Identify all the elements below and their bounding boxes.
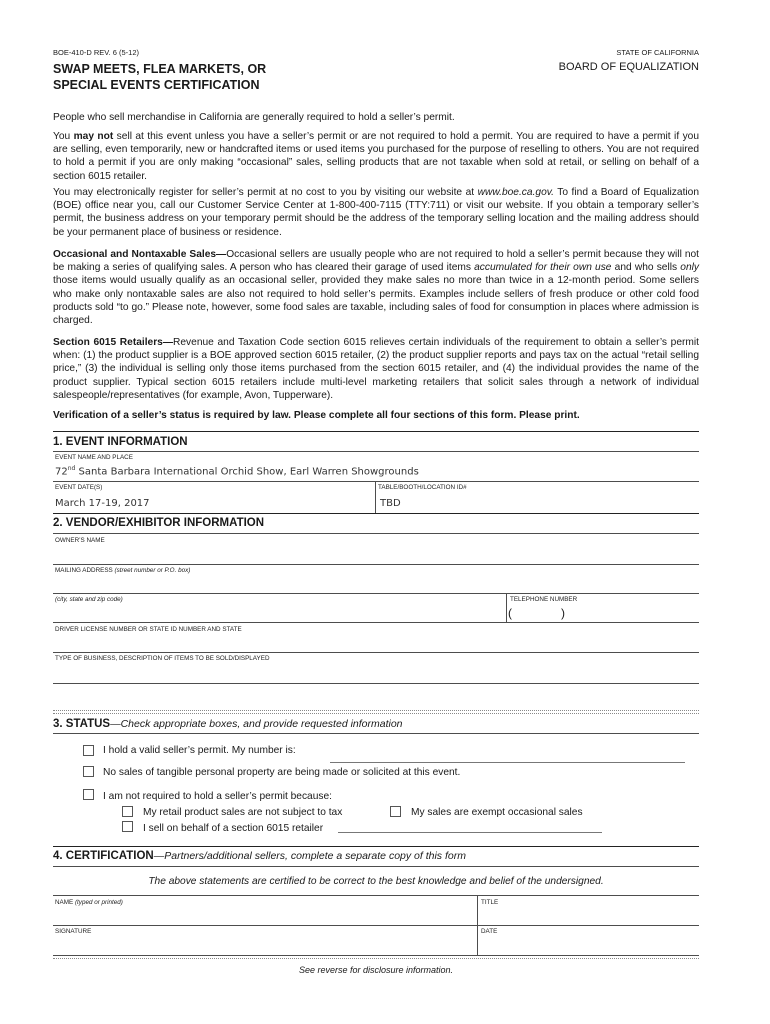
section1-top-rule [53,431,699,432]
section3-subtitle: —Check appropriate boxes, and provide requested information [110,718,403,730]
telephone-close-paren: ) [561,606,565,620]
intro-paragraph-1: People who sell merchandise in California are generally required to hold a seller’s permit. [53,112,455,123]
mailing-label-text: MAILING ADDRESS [55,567,115,574]
p2-bold: may not [73,131,114,142]
retailer-name-field[interactable] [338,832,602,833]
checkbox-6015-retailer[interactable] [122,821,133,832]
option-valid-permit-label: I hold a valid seller’s permit. My number is: [103,745,296,756]
section1-title: 1. EVENT INFORMATION [53,436,188,448]
signature-date-field-rule[interactable] [53,955,699,956]
city-state-zip-label: (city, state and zip code) [55,596,123,603]
owner-name-field[interactable] [53,564,699,565]
city-phone-field-rule[interactable] [53,622,699,623]
event-name-value: Santa Barbara International Orchid Show, Earl Warren Showgrounds [75,466,419,478]
p4-c: those items would usually qualify as an occasional seller, provided they make sales no more than twice in a 12-month period. Some sellers who make only nontaxable sales are also not required to hold seller’s permits. Examples include sellers of fresh produce or other cold food products sold “to go.” Please note, however, some food sales are taxable, including sales of food for consumption in places where admission is charged. [53,275,699,327]
event-name-num: 72 [55,466,68,478]
intro-paragraph-3 [53,186,699,239]
signature-label: SIGNATURE [55,928,92,935]
p2-rest: sell at this event unless you have a seller’s permit or are not required to hold a permit. You are required to have a permit if you are selling, even temporarily, new or handcrafted items or used items you purchased for the purpose of reselling to others. You are not required to hold a permit if you are only making “occasional” sales, selling products that are not taxable when sold at retail, or selling on behalf of a section 6015 retailer. [53,131,699,182]
checkbox-not-taxable[interactable] [122,806,133,817]
name-label-text: NAME [55,899,75,906]
business-line-1[interactable] [53,683,699,684]
state-label: STATE OF CALIFORNIA [616,48,699,57]
business-line-2[interactable] [53,710,699,711]
form-number: BOE-410-D REV. 6 (5-12) [53,48,140,57]
certification-statement-rule [53,895,699,896]
mailing-address-label [55,567,190,574]
section2-title-rule [53,533,699,534]
option-6015-retailer-label: I sell on behalf of a section 6015 retailer [143,823,324,834]
bottom-double-rule [53,958,699,959]
p2-prefix: You [53,131,74,142]
option-occasional-sales-label: My sales are exempt occasional sales [411,807,583,818]
checkbox-not-required[interactable] [83,789,94,800]
event-name-sup: nd [67,465,76,472]
p5-rest: Revenue and Taxation Code section 6015 relieves certain individuals of the requirement to obtain a seller’s permit when: (1) the product supplier is a BOE approved section 6015 retailer, (2) the product supplier reports and pays tax on the actual “retail selling price,” (3) the individual is selling only those items purchased from the section 6015 retailer, and (4) the individual provides the name of the product supplier. Typical section 6015 retailers include multi-level marketing retailers that solicit sales through a network of individual salespeople/representatives (for example, Avon, Tupperware). [53,337,699,401]
section2-top-rule [53,513,699,514]
section-6015-paragraph [53,336,699,402]
footer-note: See reverse for disclosure information. [298,965,454,975]
section3-title-rule [53,733,699,734]
event-name-rule [53,481,699,482]
driver-license-label: DRIVER LICENSE NUMBER OR STATE ID NUMBER AND STATE [55,626,242,633]
form-title-line1: SWAP MEETS, FLEA MARKETS, OR [53,62,267,76]
name-label-ital: (typed or printed) [74,899,123,906]
business-line-3 [53,713,699,714]
mailing-address-field[interactable] [53,593,699,594]
section1-title-rule [53,451,699,452]
p4-a: Occasional sellers are usually people who are not required to hold a seller’s permit because they will not be making a series of qualifying sales. A person who has cleared their garage of used items [53,249,700,274]
board-label: BOARD OF EQUALIZATION [558,61,699,73]
event-dates-divider [375,481,376,513]
certification-statement: The above statements are certified to be correct to the best knowledge and belief of the undersigned. [148,876,604,887]
section2-title: 2. VENDOR/EXHIBITOR INFORMATION [53,517,265,529]
form-title-line2: SPECIAL EVENTS CERTIFICATION [53,78,260,92]
p3-rest: To find a Board of Equalization (BOE) office near you, call our Customer Service Center at 1-800-400-7115 (TTY:711) or visit our website. If you obtain a temporary seller’s permit, the business address on your temporary permit should be the address of the temporary selling location and the mailing address should be your permanent place of business or residence. [53,187,699,238]
section3-title-text: 3. STATUS [53,718,111,730]
name-title-field-rule[interactable] [53,925,699,926]
event-dates-label: EVENT DATE(S) [55,484,103,491]
occasional-sales-paragraph [53,248,699,327]
event-name-label: EVENT NAME AND PLACE [55,454,133,461]
telephone-open-paren: ( [508,606,512,620]
checkbox-no-sales[interactable] [83,766,94,777]
owner-name-label: OWNER’S NAME [55,537,105,544]
table-booth-label: TABLE/BOOTH/LOCATION ID# [378,484,467,491]
table-booth-field[interactable]: TBD [380,498,401,509]
verification-notice: Verification of a seller’s status is required by law. Please complete all four sections of this form. Please print. [53,410,580,421]
intro-paragraph-2 [53,130,699,183]
business-type-label: TYPE OF BUSINESS, DESCRIPTION OF ITEMS TO BE SOLD/DISPLAYED [55,655,270,662]
website-link[interactable]: www.boe.ca.gov. [477,187,554,198]
p5-bold: Section 6015 Retailers— [53,337,174,348]
section4-title-rule [53,866,699,867]
phone-divider [506,593,507,622]
p4-bold: Occasional and Nontaxable Sales— [53,249,227,260]
p4-b: and who sells [611,262,681,274]
checkbox-valid-permit[interactable] [83,745,94,756]
event-name-field[interactable] [55,465,419,477]
section4-top-rule [53,846,699,847]
title-label: TITLE [481,899,499,906]
section4-title [53,850,466,862]
section3-title [53,718,403,730]
date-label: DATE [481,928,498,935]
name-label [55,899,123,906]
form-title [53,61,373,93]
driver-license-field[interactable] [53,652,699,653]
p3-prefix: You may electronically register for seller’s permit at no cost to you by visiting our website at [53,187,478,198]
checkbox-occasional-sales[interactable] [390,806,401,817]
option-no-sales-label: No sales of tangible personal property are being made or solicited at this event. [103,767,461,778]
section4-title-text: 4. CERTIFICATION [53,850,154,862]
event-dates-field[interactable]: March 17-19, 2017 [55,498,150,509]
telephone-label: TELEPHONE NUMBER [510,596,578,603]
option-not-required-label: I am not required to hold a seller’s permit because: [103,791,332,802]
p4-ital2: only [680,262,699,274]
mailing-label-ital: (street number or P.O. box) [114,567,191,574]
option-not-taxable-label: My retail product sales are not subject to tax [143,807,343,818]
permit-number-field[interactable] [330,762,685,763]
section4-subtitle: —Partners/additional sellers, complete a separate copy of this form [153,850,466,862]
p4-ital1: accumulated for their own use [474,262,612,274]
